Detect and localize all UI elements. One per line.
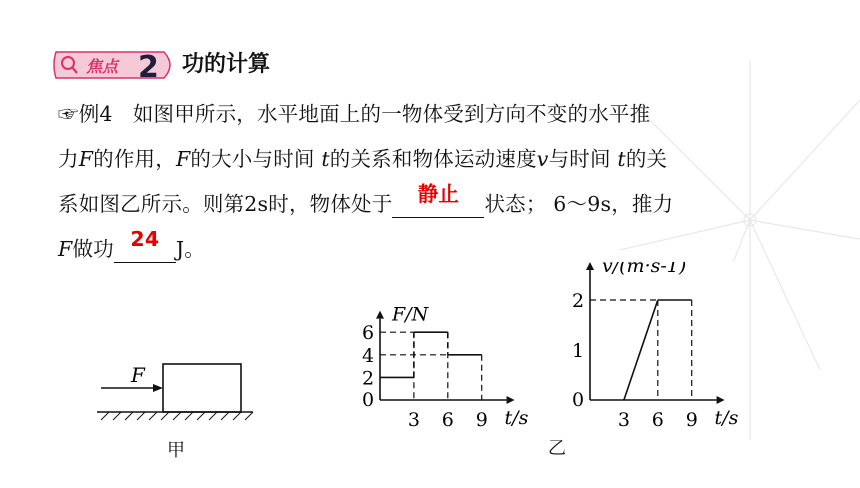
var-t: t [321, 147, 330, 171]
var-F: F [175, 147, 191, 171]
origin-label: 0 [362, 389, 375, 411]
var-v: v [536, 147, 549, 171]
y-axis-arrow [586, 262, 594, 270]
problem-text: 的大小与时间 [190, 147, 322, 171]
answer-blank-1 [392, 182, 484, 218]
section-title: 功的计算 [182, 52, 271, 77]
x-axis-label: t/s [504, 407, 529, 429]
caption-yi: 乙 [548, 438, 566, 459]
x-tick-label: 6 [441, 409, 454, 431]
y-axis-arrow [376, 311, 384, 319]
y-axis-label: v/(m·s-1) [602, 262, 687, 277]
x-tick-label: 3 [617, 409, 630, 431]
answer-blank-2 [114, 227, 176, 263]
x-tick-label: 9 [475, 409, 488, 431]
var-t: t [617, 147, 626, 171]
badge-number: 2 [138, 50, 159, 82]
origin-label: 0 [572, 389, 585, 411]
var-F: F [58, 237, 73, 261]
problem-text: 力 [58, 147, 79, 171]
problem-text: 系如图乙所示。则第2s时，物体处于 [58, 192, 393, 216]
x-tick-label: 3 [407, 409, 420, 431]
problem-text: J。 [175, 237, 205, 261]
x-axis-arrow [717, 396, 725, 404]
x-tick-label: 6 [651, 409, 664, 431]
problem-text: 如图甲所示，水平地面上的一物体受到方向不变的水平推 [132, 102, 651, 126]
y-tick-label: 1 [572, 340, 585, 362]
force-arrowhead [153, 384, 163, 392]
y-axis-label: F/N [392, 303, 429, 326]
y-tick-label: 4 [362, 344, 375, 367]
problem-text: 的关 [625, 147, 668, 171]
var-F: F [78, 147, 94, 171]
problem-text: 的作用， [93, 147, 176, 171]
caption-jia: 甲 [167, 440, 185, 461]
x-axis-label: t/s [714, 407, 738, 429]
hand-pointer-icon: ☞ [58, 102, 79, 126]
force-label: F [131, 363, 145, 387]
problem-text: 与时间 [548, 147, 618, 171]
problem-text: 状态； 6～9s，推力 [484, 192, 674, 216]
answer-1: 静止 [417, 182, 460, 206]
problem-text: 的关系和物体运动速度 [329, 147, 537, 171]
block [163, 364, 241, 412]
y-tick-label: 6 [362, 322, 375, 345]
y-tick-label: 2 [362, 367, 375, 390]
example-label: 例4 [78, 102, 113, 126]
x-axis-arrow [507, 396, 515, 404]
badge-label: 焦点 [86, 57, 119, 76]
x-tick-label: 9 [685, 409, 698, 431]
y-tick-label: 2 [572, 290, 585, 312]
ground-hatching [101, 412, 253, 420]
figure-yi [358, 262, 738, 484]
answer-2: 24 [130, 227, 160, 251]
figure-jia [95, 358, 255, 480]
problem-text: 做功 [72, 237, 114, 261]
section-badge [52, 48, 178, 82]
example-paragraph [58, 92, 848, 272]
velocity-segment [624, 300, 658, 400]
